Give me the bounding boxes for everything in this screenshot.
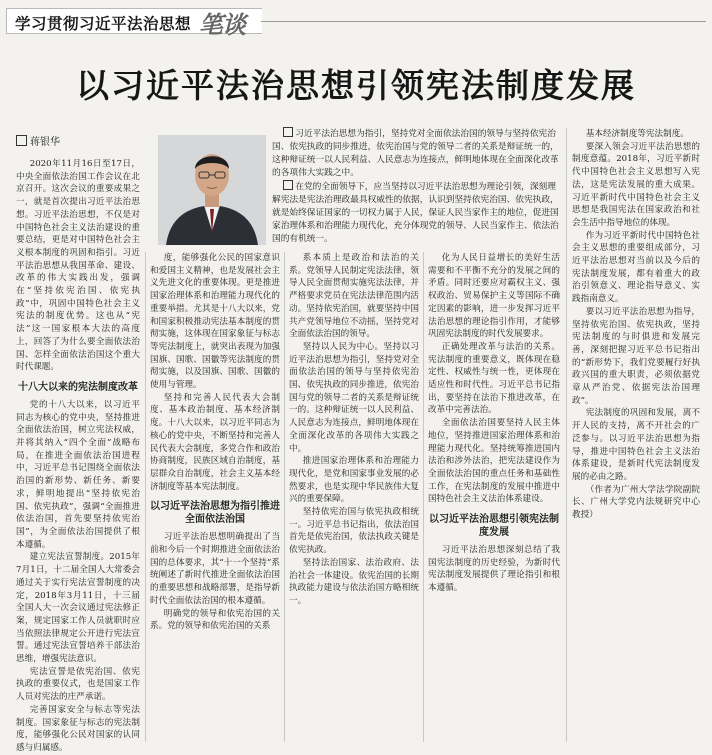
- text-column-1: [16, 158, 140, 753]
- author-name: 蒋银华: [30, 137, 60, 148]
- section-tab: [6, 8, 262, 39]
- article-abstract: [272, 127, 564, 245]
- body-paragraph: 完善国家安全与标志等宪法制度。国家象征与标志的宪法制度，能够强化公民对国家的认同感与归属感。: [16, 704, 140, 753]
- body-paragraph: 要以习近平法治思想为指导，坚持依宪治国、依宪执政，坚持宪法制度的与时俱进和发展完善，深刻把握习近平总书记指出的“新形势下，我们党要履行好执政兴国的重大职责，必须依据党章从严治党、依据宪法治国理政”。: [572, 306, 700, 406]
- body-paragraph: 坚持依宪治国与依宪执政相统一。习近平总书记指出，依法治国首先是依宪治国，依法执政关键是依宪执政。: [289, 507, 419, 556]
- body-paragraph: 建立宪法宣誓制度。2015年7月1日，十二届全国人大常委会通过关于实行宪法宣誓制度的决定，2018年3月11日，十三届全国人大一次会议通过宪法修正案，规定国家工作人员就职时应当依照法律规定公开进行宪法宣誓。通过宪法宣誓培养干部法治思维，增强宪法意识。: [16, 552, 140, 665]
- text-column-3: [289, 252, 419, 742]
- body-paragraph: 习近平法治思想明确提出了当前和今后一个时期推进全面依法治国的总体要求，其“十一个坚持”系统阐述了新时代推进全面依法治国的重要思想和战略部署，是指导新时代全面依法治国的根本遵循。: [150, 532, 280, 606]
- subheading: 十八大以来的宪法制度改革: [18, 381, 138, 393]
- body-paragraph: 基本经济制度等宪法制度。: [585, 129, 689, 139]
- abstract-paragraph: 习近平法治思想为指引，坚持党对全面依法治国的领导与坚持依宪治国、依宪执政的同步推进，依宪治国与党的领导二者的关系是辩证统一的，这种辩证统一以人民利益、人民意志为连接点，鲜明地体现在全面深化改革的各项伟大实践之中。: [272, 129, 559, 178]
- section-header: [6, 4, 706, 39]
- body-paragraph: 明确党的领导和依宪治国的关系。党的领导和依宪治国的关系: [150, 608, 280, 632]
- abstract-box-icon: [283, 180, 293, 190]
- section-title: 学习贯彻习近平法治思想: [15, 15, 192, 33]
- section-rule: [261, 21, 706, 22]
- body-paragraph: 坚持以人民为中心。坚持以习近平法治思想为指引，坚持党对全面依法治国的领导与坚持依宪治国、依宪执政的同步推进，依宪治国与党的领导二者的关系是辩证统一的。这种辩证统一以人民利益、人民意志为连接点，鲜明地体现在全面深化改革的各项伟大实践之中。: [289, 341, 419, 454]
- byline: [16, 133, 60, 148]
- body-paragraph: 2020年11月16日至17日，中央全面依法治国工作会议在北京召开。这次会议的重要成果之一，就是首次提出习近平法治思想。习近平法治思想，不仅是对中国特色社会主义法治建设的重要总结，更是对中国特色社会主义根本制度的巩固和指引。习近平法治思想从我国革命、建设、改革的伟大实践出发，强调在“坚持依宪治国、依宪执政”中，巩固中国特色社会主义宪法的制度优势。这也从“宪法”这一国家根本大法的高度上，回答了为什么要全面依法治国、怎样全面依法治国这个重大时代课题。: [16, 159, 140, 373]
- column-divider: [284, 252, 285, 742]
- column-divider: [566, 128, 567, 742]
- body-paragraph: 度，能够强化公民的国家意识和爱国主义精神，也是发展社会主义先进文化的重要体现。更是推进国家治理体系和治理能力现代化的重要举措。尤其是十八大以来，党和国家积极推动宪法基本制度的贯彻实施，这体现在国家象征与标志等宪法制度上，就突出表现为加强国旗、国歌、国徽等宪法制度的贯彻实施，以及国旗、国歌、国徽的使用与管理。: [150, 253, 280, 391]
- text-column-4: [428, 252, 560, 742]
- body-paragraph: 正确处理改革与法治的关系。宪法制度的重要意义，既体现在稳定性、权威性与统一性，更体现在适应性和时代性。习近平总书记指出，要坚持在法治下推进改革，在改革中完善法治。: [428, 341, 560, 416]
- body-paragraph: 化为人民日益增长的美好生活需要和不平衡不充分的发展之间的矛盾。同时还要应对霸权主义、强权政治、贸易保护主义等国际不确定因素的影响，进一步发挥习近平法治思想的理论指引作用，才能够巩固宪法制度的时代发展要求。: [428, 253, 560, 340]
- body-paragraph: 宪法制度的巩固和发展，离不开人民的支持，离不开社会的广泛参与。以习近平法治思想为指导，推进中国特色社会主义法治体系建设，是新时代宪法制度发展的必由之路。: [572, 408, 700, 482]
- text-column-5: [572, 128, 700, 742]
- byline-box-icon: [16, 135, 27, 146]
- section-tag: 笔谈: [199, 10, 245, 39]
- body-paragraph: 宪法宣誓是依宪治国、依宪执政的重要仪式，也是国家工作人员对宪法的庄严承诺。: [16, 666, 140, 703]
- body-paragraph: 坚持法治国家、法治政府、法治社会一体建设。依宪治国的长期执政能力建设与依法治国方略相统一。: [289, 557, 419, 606]
- text-column-2: [150, 252, 280, 742]
- subheading: 以习近平法治思想为指引推进全面依法治国: [150, 501, 280, 526]
- abstract-box-icon: [283, 127, 293, 137]
- column-divider: [145, 252, 146, 742]
- body-paragraph: 要深入领会习近平法治思想的制度意蕴。2018年，习近平新时代中国特色社会主义思想写入宪法，这是宪法发展的重大成果。习近平新时代中国特色社会主义思想是我国宪法在国家政治和社会生活中指导地位的体现。: [572, 141, 700, 228]
- subheading: 以习近平法治思想引领宪法制度发展: [429, 514, 559, 539]
- column-divider: [423, 252, 424, 742]
- body-paragraph: 全面依法治国要坚持人民主体地位，坚持推进国家治理体系和治理能力现代化。坚持统筹推进国内法治和涉外法治，把宪法建设作为全面依法治国的重点任务和基础性工作，在宪法制度的发展中推进中国特色社会主义法治体系建设。: [428, 418, 560, 505]
- article-headline: 以习近平法治思想引领宪法制度发展: [76, 66, 636, 105]
- body-paragraph: 作为习近平新时代中国特色社会主义思想的重要组成部分，习近平法治思想对当前以及今后的宪法制度发展，都有着重大的政治引领意义、理论指导意义、实践指南意义。: [572, 230, 700, 305]
- author-portrait-icon: [158, 135, 266, 245]
- body-paragraph: （作者为广州大学法学院副院长、广州大学党内法规研究中心教授）: [572, 484, 700, 521]
- abstract-paragraph: 在党的全面领导下，应当坚持以习近平法治思想为理论引领，深刻理解宪法是宪法治理政最具权威性的依据，认识到坚持依宪治国、依宪执政，就是始终保证国家的一切权力属于人民，保证人民当家作主的地位，促进国家治理体系和治理能力现代化，充分体现党的领导、人民当家作主、依法治国的有机统一。: [272, 182, 559, 244]
- body-paragraph: 系本质上是政治和法治的关系。党领导人民制定宪法法律，领导人民全面贯彻实施宪法法律，并严格要求党员在宪法法律范围内活动。坚持依宪治国，就要坚持中国共产党领导地位不动摇，坚持党对全面依法治国的领导。: [289, 253, 419, 340]
- body-paragraph: 习近平法治思想深刻总结了我国宪法制度的历史经验，为新时代宪法制度发展提供了理论指引和根本遵循。: [428, 545, 560, 594]
- body-paragraph: 党的十八大以来，以习近平同志为核心的党中央，坚持推进全面依法治国，树立宪法权威，并将其纳入“四个全面”战略布局，在推进全面依法治国进程中，习近平总书记围绕全面依法治国的新形势、新任务、新要求，鲜明地提出“坚持依宪治国、依宪执政”，强调“全面推进依法治国，首先要坚持依宪治国”，为全面依法治国提供了根本遵循。: [16, 399, 140, 550]
- body-paragraph: 推进国家治理体系和治理能力现代化，是党和国家事业发展的必然要求，也是实现中华民族伟大复兴的重要保障。: [289, 456, 419, 505]
- body-paragraph: 坚持和完善人民代表大会制度、基本政治制度、基本经济制度。十八大以来，以习近平同志为核心的党中央，不断坚持和完善人民代表大会制度，多党合作和政治协商制度，民族区域自治制度，基层群众自治制度，社会主义基本经济制度等基本宪法制度。: [150, 392, 280, 492]
